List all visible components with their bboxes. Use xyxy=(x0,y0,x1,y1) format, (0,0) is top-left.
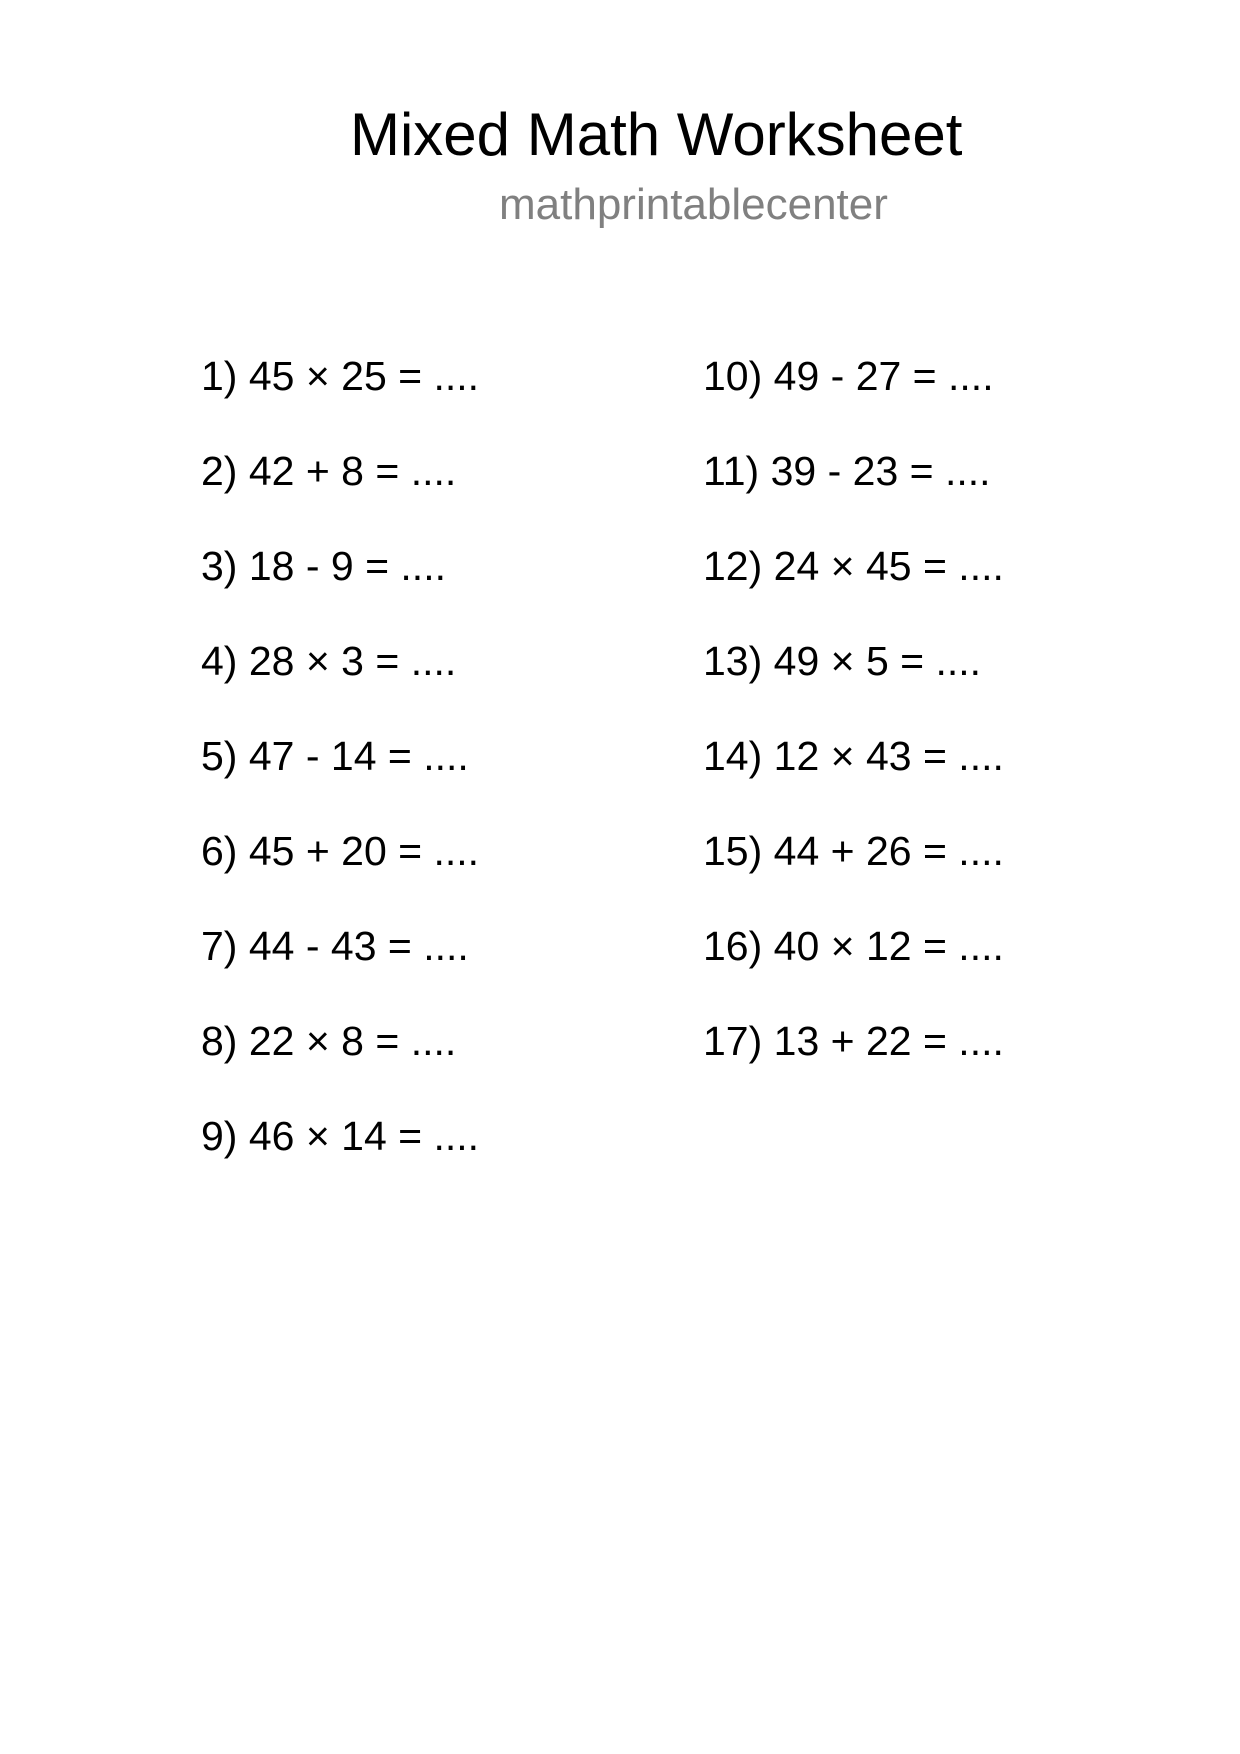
problem-8: 8) 22 × 8 = .... xyxy=(201,1018,457,1064)
problem-10: 10) 49 - 27 = .... xyxy=(703,353,994,399)
problem-6: 6) 45 + 20 = .... xyxy=(201,828,480,874)
problem-11: 11) 39 - 23 = .... xyxy=(703,448,991,494)
problems-column-left xyxy=(201,353,479,1208)
problem-13: 13) 49 × 5 = .... xyxy=(703,638,982,684)
problem-12: 12) 24 × 45 = .... xyxy=(703,543,1004,589)
problem-7: 7) 44 - 43 = .... xyxy=(201,923,469,969)
worksheet-source: mathprintablecenter xyxy=(499,180,888,229)
problem-5: 5) 47 - 14 = .... xyxy=(201,733,469,779)
problem-1: 1) 45 × 25 = .... xyxy=(201,353,480,399)
problem-4: 4) 28 × 3 = .... xyxy=(201,638,457,684)
problem-14: 14) 12 × 43 = .... xyxy=(703,733,1004,779)
problem-15: 15) 44 + 26 = .... xyxy=(703,828,1004,874)
problem-17: 17) 13 + 22 = .... xyxy=(703,1018,1004,1064)
problem-9: 9) 46 × 14 = .... xyxy=(201,1113,480,1159)
problem-16: 16) 40 × 12 = .... xyxy=(703,923,1004,969)
worksheet-title: Mixed Math Worksheet xyxy=(350,101,963,168)
problems-column-right xyxy=(703,353,1004,1113)
problem-2: 2) 42 + 8 = .... xyxy=(201,448,457,494)
problem-3: 3) 18 - 9 = .... xyxy=(201,543,446,589)
